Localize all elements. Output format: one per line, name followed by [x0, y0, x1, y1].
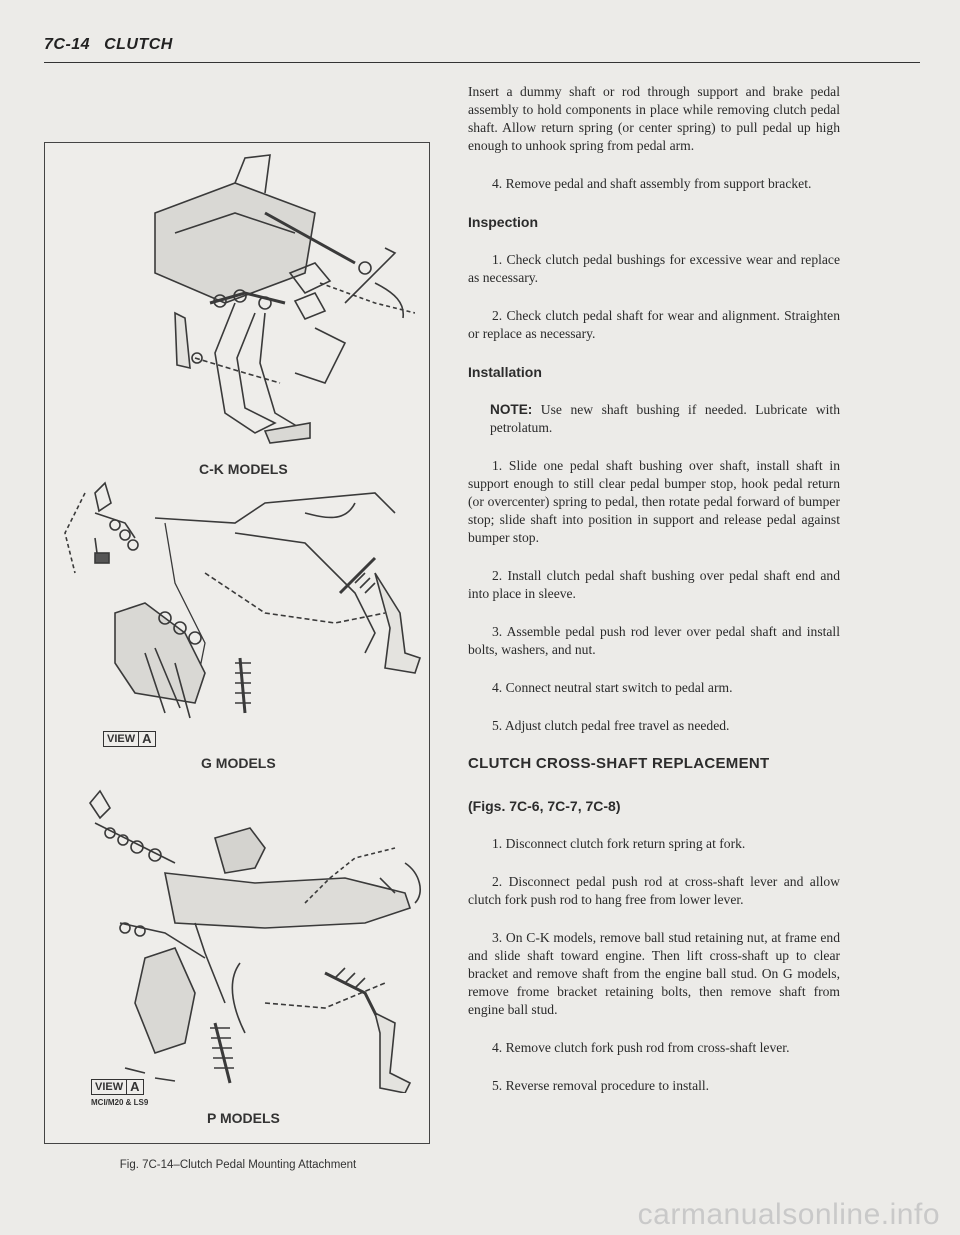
g-models-label: G MODELS — [201, 755, 276, 771]
p-models-drawing — [65, 783, 425, 1093]
installation-heading: Installation — [468, 364, 542, 380]
installation-step: 5. Adjust clutch pedal free travel as needed. — [492, 718, 730, 733]
figs-reference: (Figs. 7C-6, 7C-7, 7C-8) — [468, 798, 621, 814]
figure-caption: Fig. 7C-14–Clutch Pedal Mounting Attachment — [119, 1159, 357, 1171]
note-text: Use new shaft bushing if needed. Lubricate with petrolatum. — [490, 402, 840, 435]
p-models-label: P MODELS — [207, 1110, 280, 1126]
g-models-drawing — [55, 463, 425, 723]
crossshaft-step: 4. Remove clutch fork push rod from cross-shaft lever. — [492, 1040, 790, 1055]
view-a-tag: VIEW A — [103, 731, 156, 747]
installation-step: 4. Connect neutral start switch to pedal arm. — [492, 680, 733, 695]
figure-panel — [44, 142, 430, 1144]
note-label: NOTE: — [490, 402, 533, 417]
intro-paragraph: Insert a dummy shaft or rod through support and brake pedal assembly to hold components in place while removing clutch pedal shaft. Allow return spring (or center spring) to pull pedal up high enough to unhook spring from pedal arm. — [468, 84, 840, 153]
section-title: CLUTCH — [104, 36, 173, 53]
page-number: 7C-14 — [44, 36, 91, 53]
removal-step-4: 4. Remove pedal and shaft assembly from support bracket. — [492, 176, 812, 191]
installation-step: 2. Install clutch pedal shaft bushing over pedal shaft end and into place in sleeve. — [468, 568, 840, 601]
crossshaft-step: 1. Disconnect clutch fork return spring at fork. — [492, 836, 746, 851]
crossshaft-step: 3. On C-K models, remove ball stud retaining nut, at frame end and slide shaft toward engine. Then lift cross-shaft up to clear bracket and remove shaft from the engine ball stud. On G models, remove frome bracket retaining bolts, then remove shaft from engine ball stud. — [468, 930, 840, 1017]
installation-step: 3. Assemble pedal push rod lever over pedal shaft and install bolts, washers, and nut. — [468, 624, 840, 657]
mci-m20-note: MCI/M20 & LS9 — [91, 1098, 149, 1107]
ck-models-label: C-K MODELS — [199, 461, 288, 477]
inspection-step: 2. Check clutch pedal shaft for wear and alignment. Straighten or replace as necessary. — [468, 308, 840, 341]
inspection-heading: Inspection — [468, 214, 539, 230]
body-text-column — [468, 83, 840, 1115]
inspection-step: 1. Check clutch pedal bushings for excessive wear and replace as necessary. — [468, 252, 840, 285]
view-a-tag-p: VIEW A — [91, 1079, 144, 1095]
ck-models-drawing — [115, 153, 415, 453]
page-header — [44, 36, 920, 63]
watermark: carmanualsonline.info — [637, 1198, 940, 1231]
crossshaft-step: 2. Disconnect pedal push rod at cross-shaft lever and allow clutch fork push rod to hang free from lower lever. — [468, 874, 840, 907]
crossshaft-step: 5. Reverse removal procedure to install. — [492, 1078, 710, 1093]
note-paragraph — [468, 401, 840, 437]
crossshaft-heading: CLUTCH CROSS-SHAFT REPLACEMENT — [468, 755, 770, 772]
installation-step: 1. Slide one pedal shaft bushing over shaft, install shaft in support enough to still clear pedal bumper stop, hook pedal return (or overcenter) spring to pedal, then rotate pedal forward of bumper stop; slide shaft into position in support and release pedal against bumper stop. — [468, 458, 840, 545]
